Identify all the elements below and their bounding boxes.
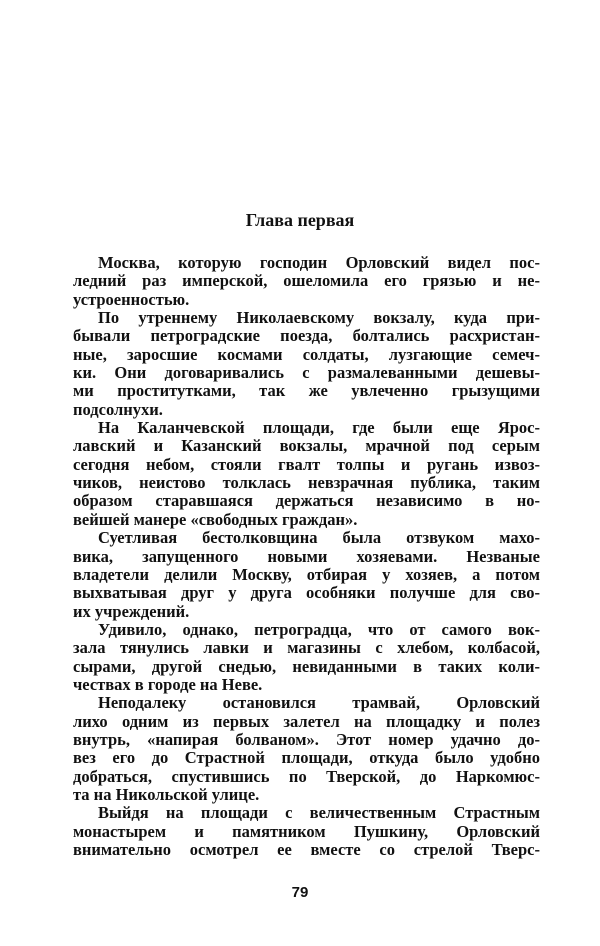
text-line: Удивило, однако, петроградца, что от самого вок- [98,619,540,639]
text-line: их учреждений. [73,601,190,621]
text-line: вика, запущенного новыми хозяевами. Незваные [73,546,540,566]
text-line: вез его до Страстной площади, откуда было удобно [73,748,540,768]
body-text [73,254,540,859]
text-line: ми проститутками, так же увлеченно грызущими [73,381,540,401]
text-line: Неподалеку остановился трамвай, Орловский [98,693,540,713]
text-line: чествах в городе на Неве. [73,674,263,694]
text-line: ки. Они договаривались с размалеванными дешевы- [73,363,540,383]
text-line: ные, заросшие космами солдаты, лузгающие семеч- [73,344,540,364]
text-line: внимательно осмотрел ее вместе со стрелой Тверс- [73,840,540,859]
text-line: вейшей манере «свободных граждан». [73,509,358,529]
text-line: образом старавшаяся держаться независимо в но- [73,491,540,511]
text-line: чиков, неистово толклась невзрачная публика, таким [73,473,540,493]
text-line: владетели делили Москву, отбирая у хозяев, а потом [73,564,540,584]
text-line: На Каланчевской площади, где были еще Ярос- [98,418,540,438]
text-line: добраться, спустившись по Тверской, до Наркомюс- [73,766,540,786]
text-line: Выйдя на площади с величественным Страстным [98,803,540,823]
text-line: лавский и Казанский вокзалы, мрачной под серым [73,436,540,456]
text-line: устроенностью. [73,289,190,309]
text-line: внутрь, «напирая болваном». Этот номер удачно до- [73,729,540,749]
text-line: монастырем и памятником Пушкину, Орловский [73,821,540,841]
text-line: зала тянулись лавки и магазины с хлебом, колбасой, [73,638,540,658]
text-line: бывали петроградские поезда, болтались расхристан- [73,326,540,346]
text-line: подсолнухи. [73,399,163,419]
page-number: 79 [291,884,309,901]
text-line: лихо одним из первых залетел на площадку и полез [73,711,540,731]
text-line: Суетливая бестолковщина была отзвуком махо- [98,528,540,548]
text-line: выхватывая друг у друга особняки получше для сво- [73,583,540,603]
text-line: Москва, которую господин Орловский видел пос- [98,253,540,272]
text-line: сырами, другой снедью, невиданными в таких коли- [73,656,540,676]
text-line: ледний раз имперской, ошеломила его грязью и не- [73,271,540,291]
chapter-title: Глава первая [245,210,355,230]
text-line: сегодня небом, стояли гвалт толпы и ругань извоз- [73,454,540,474]
text-line: По утреннему Николаевскому вокзалу, куда при- [98,308,540,328]
text-line: та на Никольской улице. [73,784,260,804]
